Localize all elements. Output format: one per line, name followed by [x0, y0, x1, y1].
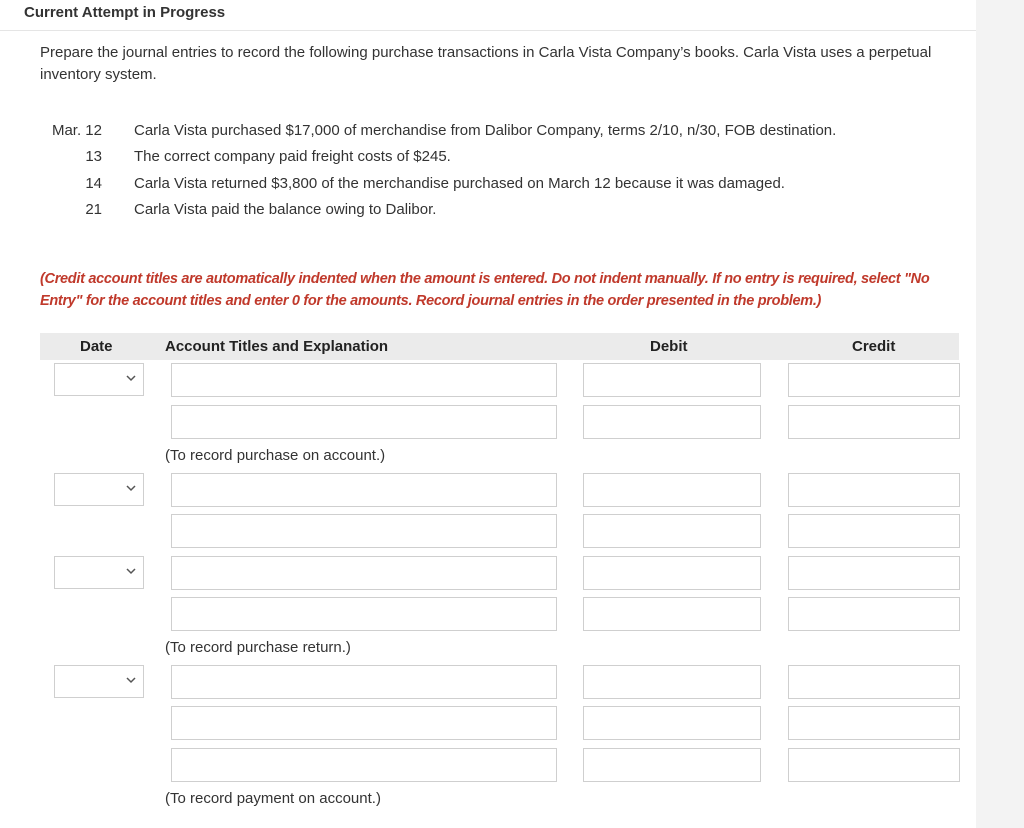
account-title-input[interactable]: [171, 597, 557, 631]
chevron-down-icon: [125, 372, 137, 384]
date-select[interactable]: [54, 665, 144, 698]
debit-input[interactable]: [583, 556, 761, 590]
debit-input[interactable]: [583, 706, 761, 740]
chevron-down-icon: [125, 674, 137, 686]
entry-explanation: (To record purchase return.): [165, 639, 351, 656]
account-title-input[interactable]: [171, 748, 557, 782]
credit-input[interactable]: [788, 665, 960, 699]
transaction-date: 21: [85, 201, 102, 218]
credit-input[interactable]: [788, 405, 960, 439]
account-title-input[interactable]: [171, 556, 557, 590]
problem-intro: Prepare the journal entries to record the following purchase transactions in Carla Vista Company’s books. Carla Vista uses a perpetual inventory system.: [40, 44, 932, 83]
transaction-description: Carla Vista purchased $17,000 of merchandise from Dalibor Company, terms 2/10, n/30, FOB destination.: [134, 122, 837, 139]
chevron-down-icon: [125, 482, 137, 494]
date-select[interactable]: [54, 556, 144, 589]
account-title-input[interactable]: [171, 405, 557, 439]
credit-input[interactable]: [788, 556, 960, 590]
credit-input[interactable]: [788, 473, 960, 507]
entry-explanation: (To record purchase on account.): [165, 447, 386, 464]
credit-input[interactable]: [788, 363, 960, 397]
account-title-input[interactable]: [171, 665, 557, 699]
journal-table-header: [40, 333, 959, 360]
credit-input[interactable]: [788, 597, 960, 631]
column-header-credit: Credit: [852, 338, 896, 355]
instructions-note: (Credit account titles are automatically indented when the amount is entered. Do not indent manually. If no entry is required, select "No Entry" for the account titles and enter 0 for the amounts. Record journal entries in the order presented in the problem.): [40, 271, 930, 309]
entry-explanation: (To record payment on account.): [165, 790, 381, 807]
debit-input[interactable]: [583, 363, 761, 397]
credit-input[interactable]: [788, 706, 960, 740]
credit-input[interactable]: [788, 748, 960, 782]
account-title-input[interactable]: [171, 706, 557, 740]
debit-input[interactable]: [583, 748, 761, 782]
date-select[interactable]: [54, 473, 144, 506]
column-header-debit: Debit: [650, 338, 688, 355]
column-header-account: Account Titles and Explanation: [165, 338, 389, 355]
transaction-description: Carla Vista paid the balance owing to Dalibor.: [134, 201, 437, 218]
attempt-title: Current Attempt in Progress: [24, 4, 226, 21]
transaction-description: The correct company paid freight costs of $245.: [134, 148, 451, 165]
date-select[interactable]: [54, 363, 144, 396]
transaction-date: 13: [85, 148, 102, 165]
column-header-date: Date: [80, 338, 113, 355]
debit-input[interactable]: [583, 514, 761, 548]
right-gutter: [976, 0, 1024, 828]
debit-input[interactable]: [583, 665, 761, 699]
debit-input[interactable]: [583, 405, 761, 439]
account-title-input[interactable]: [171, 473, 557, 507]
debit-input[interactable]: [583, 473, 761, 507]
account-title-input[interactable]: [171, 514, 557, 548]
transaction-date: Mar. 12: [51, 122, 102, 139]
transaction-date: 14: [85, 175, 102, 192]
transaction-description: Carla Vista returned $3,800 of the merchandise purchased on March 12 because it was damaged.: [134, 175, 785, 192]
credit-input[interactable]: [788, 514, 960, 548]
debit-input[interactable]: [583, 597, 761, 631]
chevron-down-icon: [125, 565, 137, 577]
account-title-input[interactable]: [171, 363, 557, 397]
attempt-header: [0, 0, 976, 31]
